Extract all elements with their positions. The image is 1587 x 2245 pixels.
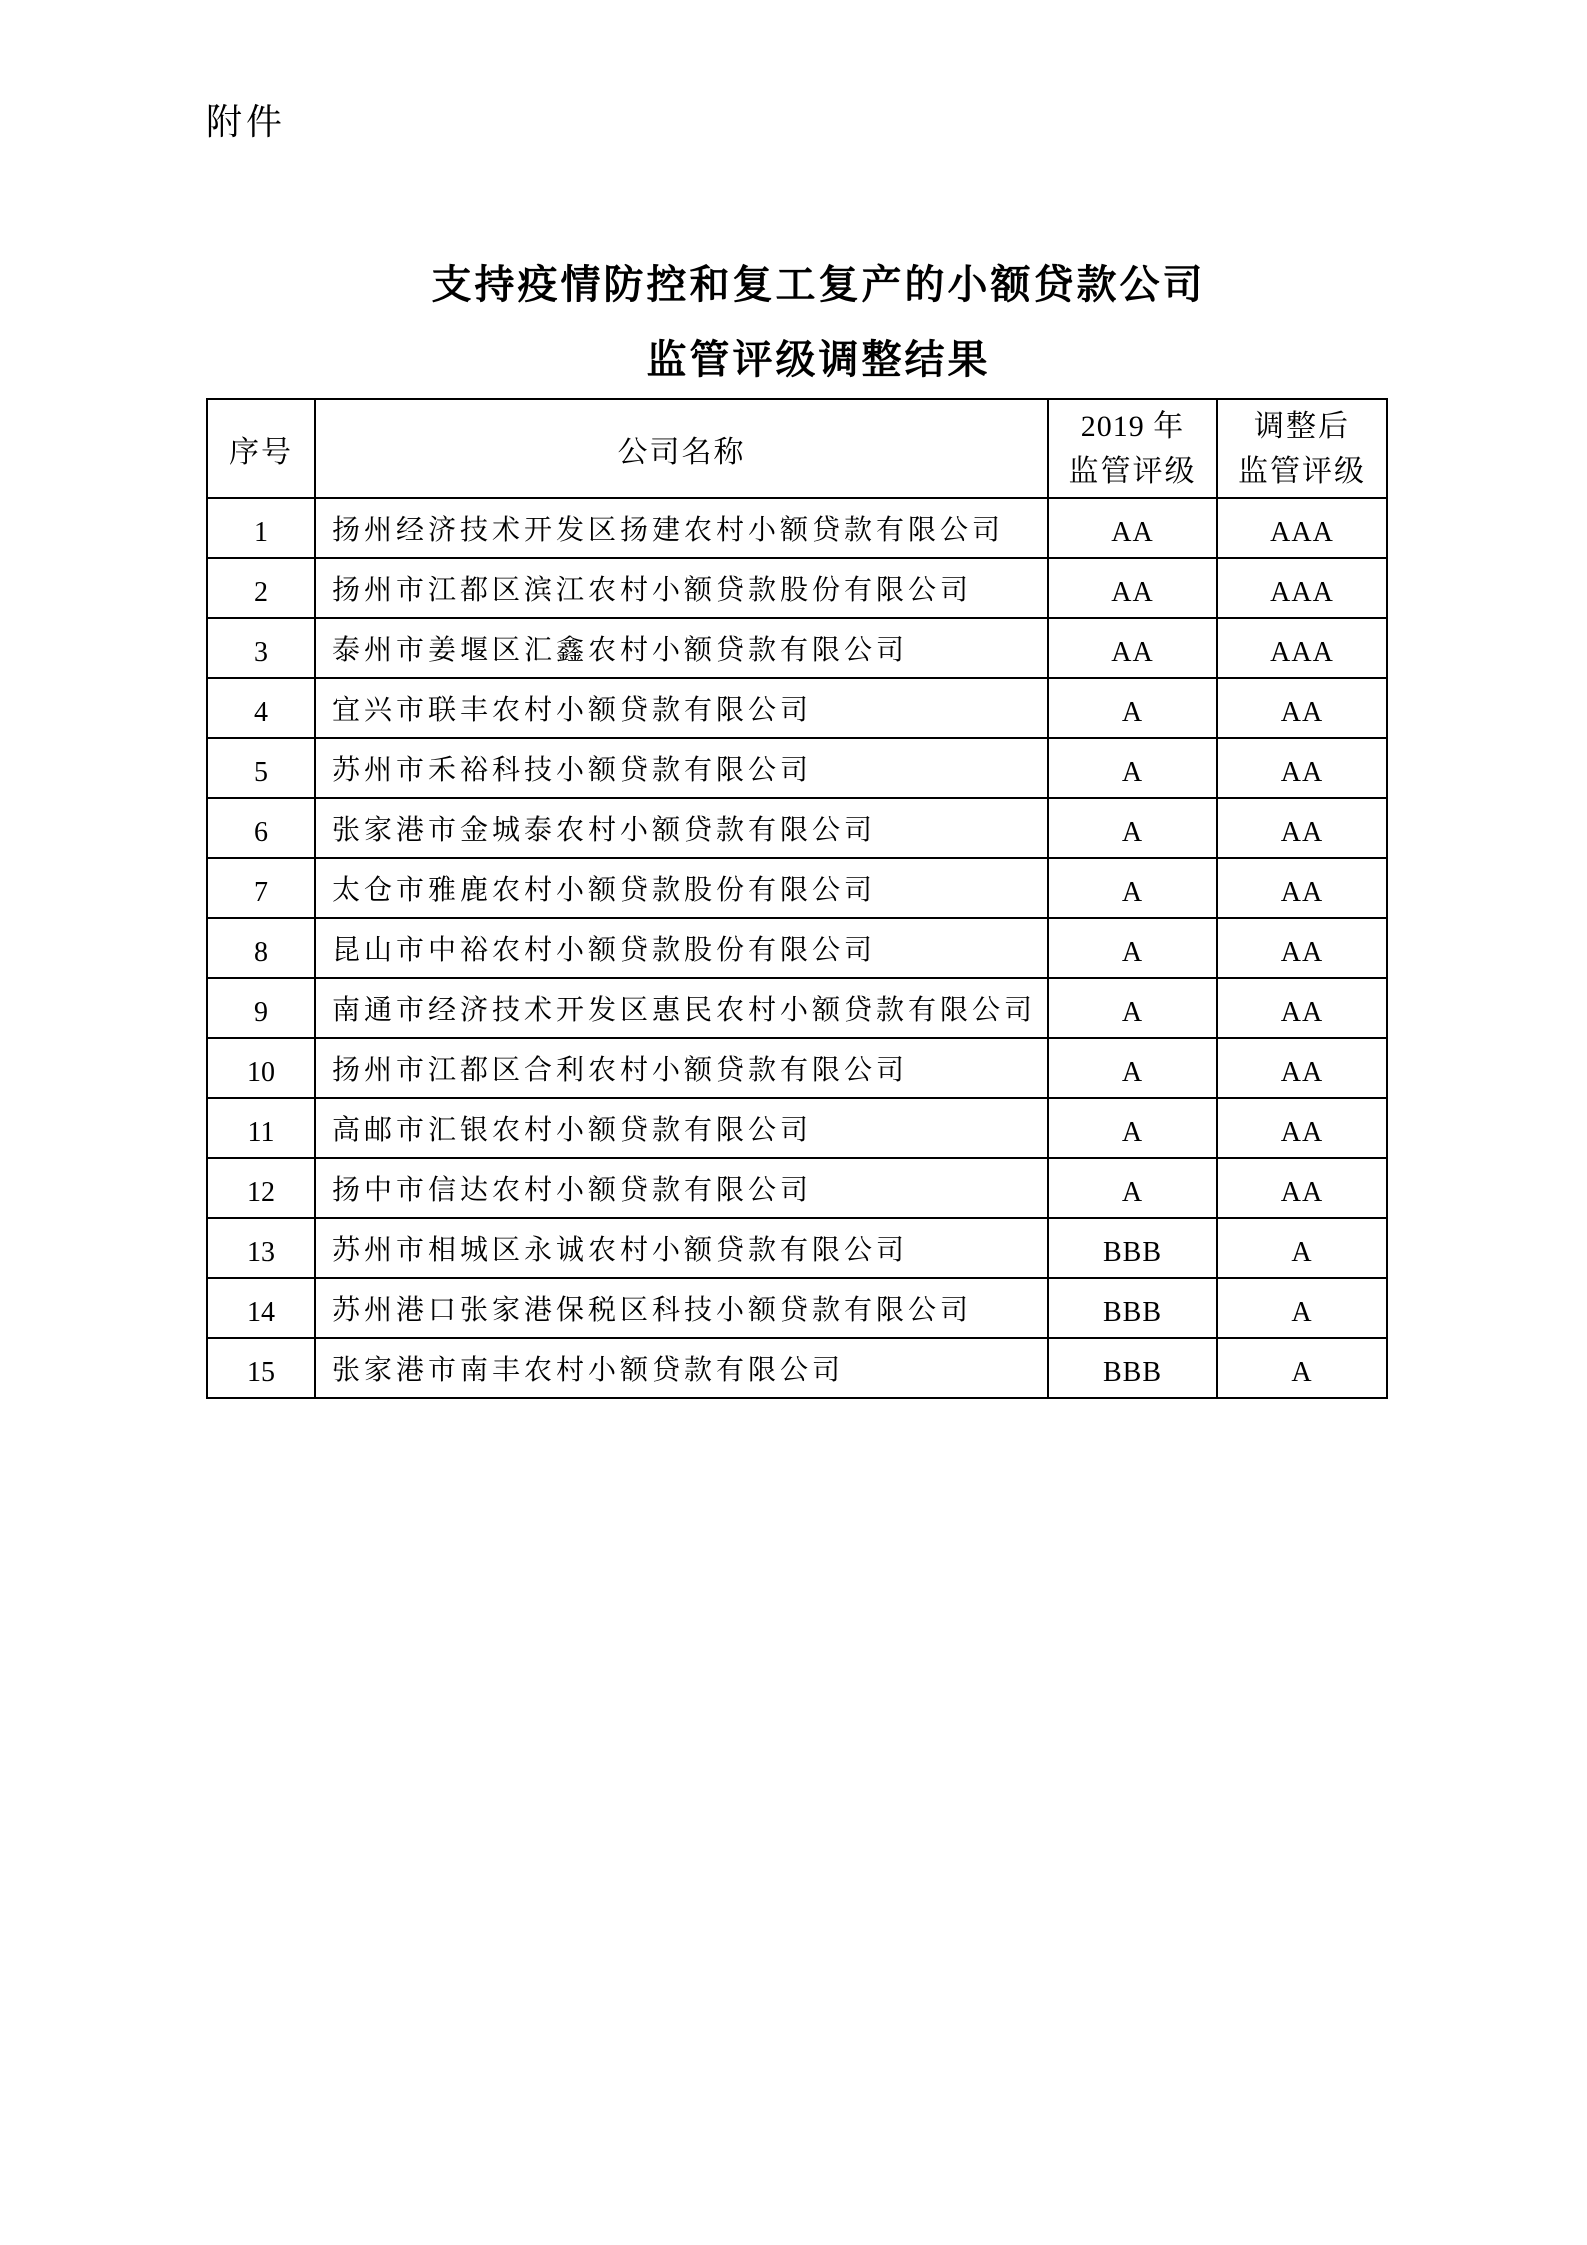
- header-index: 序号: [207, 399, 315, 498]
- company-name: 扬州市江都区滨江农村小额贷款股份有限公司: [315, 558, 1048, 618]
- table-row: [207, 858, 1387, 918]
- rating-2019-value: A: [1048, 978, 1217, 1038]
- attachment-label: 附件: [206, 101, 287, 142]
- company-name: 宜兴市联丰农村小额贷款有限公司: [315, 678, 1048, 738]
- rating-adjusted-value: AA: [1217, 918, 1387, 978]
- rating-table: [206, 398, 1388, 1399]
- rating-2019-value: A: [1048, 678, 1217, 738]
- rating-2019-value: AA: [1048, 618, 1217, 678]
- rating-adjusted-value: AA: [1217, 978, 1387, 1038]
- row-index: 3: [207, 618, 315, 678]
- rating-adjusted-value: A: [1217, 1218, 1387, 1278]
- rating-adjusted-value: AAA: [1217, 558, 1387, 618]
- company-name: 高邮市汇银农村小额贷款有限公司: [315, 1098, 1048, 1158]
- rating-adjusted-value: AA: [1217, 858, 1387, 918]
- rating-2019-value: A: [1048, 918, 1217, 978]
- table-row: [207, 498, 1387, 558]
- table-row: [207, 618, 1387, 678]
- company-name: 昆山市中裕农村小额贷款股份有限公司: [315, 918, 1048, 978]
- row-index: 7: [207, 858, 315, 918]
- table-row: [207, 918, 1387, 978]
- header-rating-2019-line2: 监管评级: [1068, 454, 1197, 488]
- rating-2019-value: A: [1048, 738, 1217, 798]
- table-row: [207, 1278, 1387, 1338]
- rating-adjusted-value: AA: [1217, 1038, 1387, 1098]
- company-name: 南通市经济技术开发区惠民农村小额贷款有限公司: [315, 978, 1048, 1038]
- rating-adjusted-value: AA: [1217, 1158, 1387, 1218]
- rating-2019-value: A: [1048, 858, 1217, 918]
- rating-table-body: [207, 498, 1387, 1398]
- company-name: 苏州市禾裕科技小额贷款有限公司: [315, 738, 1048, 798]
- table-row: [207, 1338, 1387, 1398]
- company-name: 张家港市金城泰农村小额贷款有限公司: [315, 798, 1048, 858]
- row-index: 6: [207, 798, 315, 858]
- header-rating-adjusted: [1217, 399, 1387, 498]
- table-row: [207, 678, 1387, 738]
- row-index: 1: [207, 498, 315, 558]
- rating-table-header: [207, 399, 1387, 498]
- rating-2019-value: BBB: [1048, 1278, 1217, 1338]
- table-row: [207, 1218, 1387, 1278]
- header-rating-adjusted-line1: 调整后: [1254, 409, 1350, 443]
- company-name: 苏州市相城区永诚农村小额贷款有限公司: [315, 1218, 1048, 1278]
- row-index: 9: [207, 978, 315, 1038]
- company-name: 扬中市信达农村小额贷款有限公司: [315, 1158, 1048, 1218]
- header-rating-adjusted-line2: 监管评级: [1238, 454, 1366, 488]
- rating-2019-value: BBB: [1048, 1218, 1217, 1278]
- row-index: 4: [207, 678, 315, 738]
- rating-2019-value: A: [1048, 1158, 1217, 1218]
- rating-adjusted-value: A: [1217, 1278, 1387, 1338]
- rating-2019-value: BBB: [1048, 1338, 1217, 1398]
- rating-adjusted-value: A: [1217, 1338, 1387, 1398]
- company-name: 太仓市雅鹿农村小额贷款股份有限公司: [315, 858, 1048, 918]
- document-title-line2: 监管评级调整结果: [646, 337, 991, 382]
- row-index: 10: [207, 1038, 315, 1098]
- header-company: 公司名称: [315, 399, 1048, 498]
- header-rating-2019: [1048, 399, 1217, 498]
- row-index: 11: [207, 1098, 315, 1158]
- rating-2019-value: A: [1048, 1038, 1217, 1098]
- table-row: [207, 978, 1387, 1038]
- company-name: 苏州港口张家港保税区科技小额贷款有限公司: [315, 1278, 1048, 1338]
- header-rating-2019-line1: 2019 年: [1080, 409, 1185, 443]
- row-index: 8: [207, 918, 315, 978]
- rating-2019-value: A: [1048, 1098, 1217, 1158]
- table-row: [207, 558, 1387, 618]
- row-index: 15: [207, 1338, 315, 1398]
- company-name: 扬州市江都区合利农村小额贷款有限公司: [315, 1038, 1048, 1098]
- row-index: 13: [207, 1218, 315, 1278]
- table-row: [207, 798, 1387, 858]
- rating-adjusted-value: AA: [1217, 1098, 1387, 1158]
- table-row: [207, 738, 1387, 798]
- rating-2019-value: AA: [1048, 498, 1217, 558]
- rating-adjusted-value: AA: [1217, 678, 1387, 738]
- rating-2019-value: AA: [1048, 558, 1217, 618]
- row-index: 12: [207, 1158, 315, 1218]
- table-row: [207, 1098, 1387, 1158]
- document-title: [50, 247, 1587, 397]
- company-name: 张家港市南丰农村小额贷款有限公司: [315, 1338, 1048, 1398]
- table-row: [207, 1158, 1387, 1218]
- row-index: 2: [207, 558, 315, 618]
- rating-2019-value: A: [1048, 798, 1217, 858]
- company-name: 泰州市姜堰区汇鑫农村小额贷款有限公司: [315, 618, 1048, 678]
- company-name: 扬州经济技术开发区扬建农村小额贷款有限公司: [315, 498, 1048, 558]
- row-index: 14: [207, 1278, 315, 1338]
- row-index: 5: [207, 738, 315, 798]
- rating-adjusted-value: AAA: [1217, 618, 1387, 678]
- document-title-line1: 支持疫情防控和复工复产的小额贷款公司: [431, 262, 1206, 307]
- rating-adjusted-value: AA: [1217, 798, 1387, 858]
- table-row: [207, 1038, 1387, 1098]
- rating-adjusted-value: AAA: [1217, 498, 1387, 558]
- header-row: [207, 399, 1387, 498]
- rating-adjusted-value: AA: [1217, 738, 1387, 798]
